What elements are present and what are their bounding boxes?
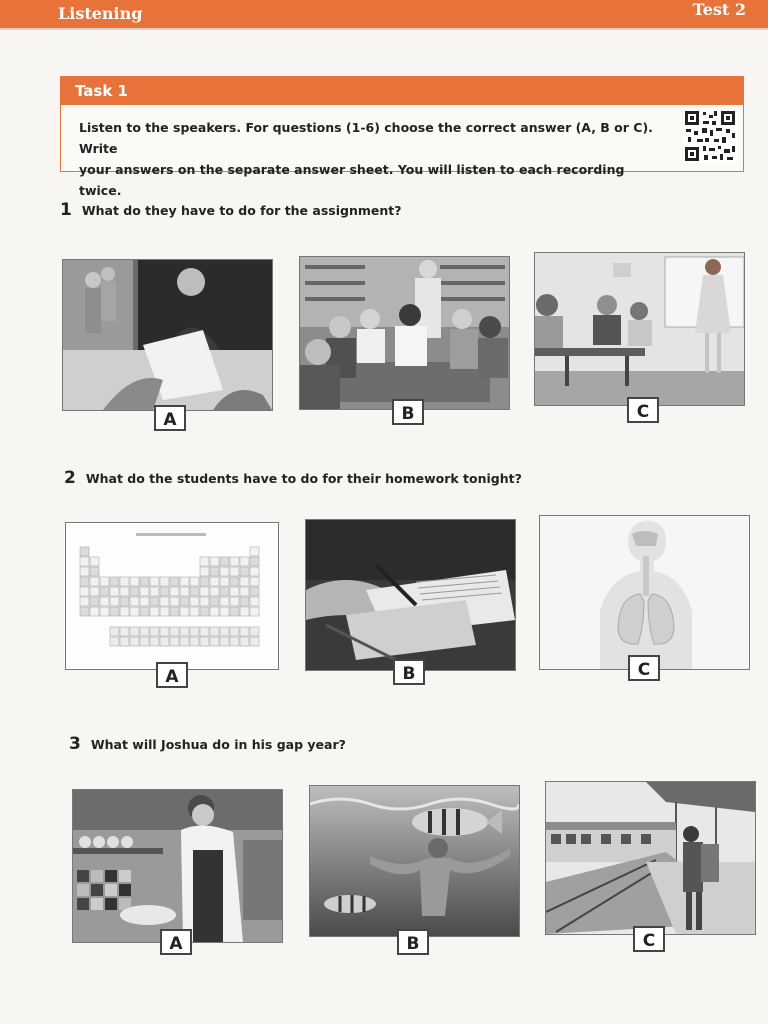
question-text: What do the students have to do for their homework tonight? <box>85 471 522 486</box>
task-box <box>60 76 744 198</box>
header-bar <box>0 0 768 28</box>
instructions-line-2: your answers on the separate answer sheet. You will listen to each recording twice. <box>79 162 625 198</box>
option-label-b[interactable]: B <box>392 399 424 425</box>
section-title: Listening <box>58 4 143 23</box>
test-label: Test 2 <box>692 0 746 19</box>
option-image-respiratory-system[interactable] <box>539 515 750 670</box>
task-title: Task 1 <box>75 82 128 100</box>
option-image-periodic-table[interactable] <box>65 522 279 670</box>
question-1 <box>60 200 401 220</box>
option-image-reading-book[interactable] <box>305 519 516 671</box>
option-label-b[interactable]: B <box>393 659 425 685</box>
question-text: What do they have to do for the assignment? <box>81 203 402 218</box>
option-image-student-presentation[interactable] <box>534 252 745 406</box>
question-number: 3 <box>69 734 81 754</box>
option-label-a[interactable]: A <box>154 405 186 431</box>
option-image-kitchen-cooking[interactable] <box>72 789 283 943</box>
header-divider <box>0 28 768 30</box>
task-instructions <box>79 117 667 201</box>
option-image-group-discussion[interactable] <box>299 256 510 410</box>
question-2 <box>64 468 522 488</box>
question-text: What will Joshua do in his gap year? <box>90 737 346 752</box>
task-header <box>61 77 743 105</box>
option-label-a[interactable]: A <box>156 662 188 688</box>
option-image-train-station[interactable] <box>545 781 756 935</box>
question-number: 1 <box>60 200 72 220</box>
question-number: 2 <box>64 468 76 488</box>
option-image-teacher-handing-paper[interactable] <box>62 259 273 411</box>
option-label-c[interactable]: C <box>633 926 665 952</box>
option-label-b[interactable]: B <box>397 929 429 955</box>
question-3 <box>69 734 346 754</box>
qr-code-icon[interactable] <box>683 109 737 163</box>
option-label-a[interactable]: A <box>160 929 192 955</box>
option-image-snorkelling[interactable] <box>309 785 520 937</box>
instructions-line-1: Listen to the speakers. For questions (1-6) choose the correct answer (A, B or C). Write <box>79 120 653 156</box>
option-label-c[interactable]: C <box>627 397 659 423</box>
option-label-c[interactable]: C <box>628 655 660 681</box>
